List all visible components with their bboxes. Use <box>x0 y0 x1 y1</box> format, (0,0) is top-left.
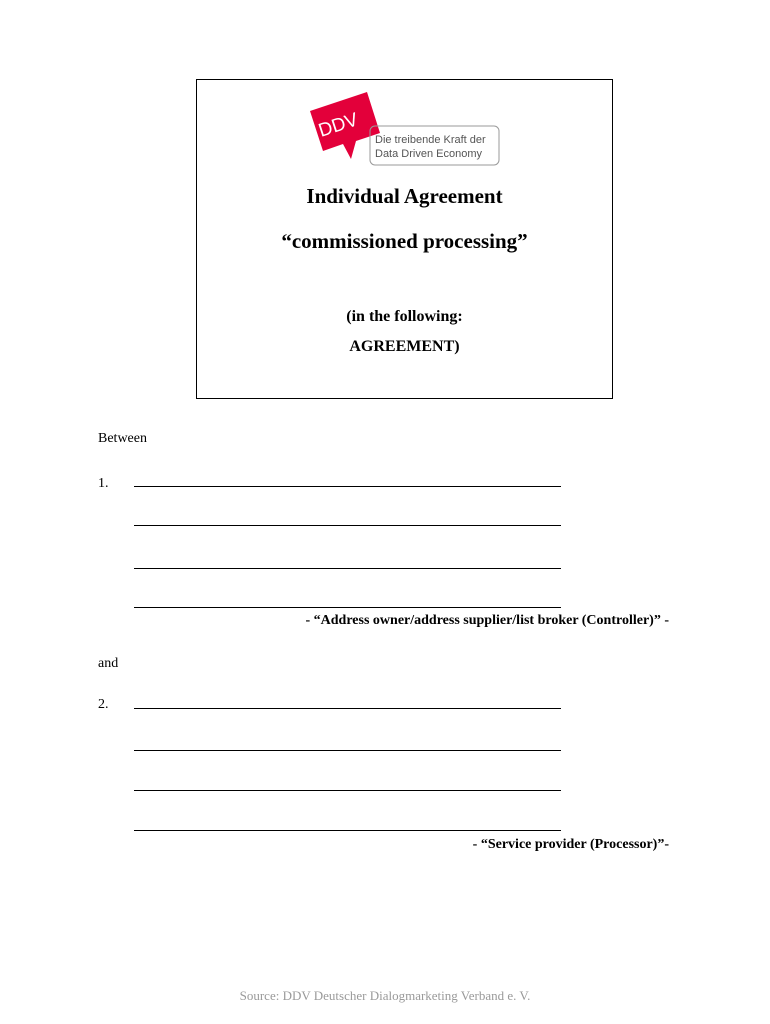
footer-source: Source: DDV Deutscher Dialogmarketing Verband e. V. <box>239 988 531 1003</box>
party2-fill-line-3[interactable] <box>134 790 561 791</box>
party1-role: - “Address owner/address supplier/list broker (Controller)” - <box>305 613 669 628</box>
party2-fill-line-4[interactable] <box>134 830 561 831</box>
title-box <box>196 79 613 399</box>
ddv-logo-icon <box>310 92 505 167</box>
document-subtitle: “commissioned processing” <box>281 229 528 253</box>
party2-role: - “Service provider (Processor)”- <box>472 837 669 852</box>
party1-fill-line-2[interactable] <box>134 525 561 526</box>
logo-tagline-line2: Data Driven Economy <box>375 148 482 160</box>
and-label: and <box>98 656 119 671</box>
between-label: Between <box>98 431 147 446</box>
logo-tagline-line1: Die treibende Kraft der <box>375 134 486 146</box>
party1-fill-line-4[interactable] <box>134 607 561 608</box>
party2-number: 2. <box>98 697 109 712</box>
ddv-logo <box>310 92 505 167</box>
document-title: Individual Agreement <box>306 184 503 208</box>
party1-number: 1. <box>98 476 109 491</box>
party1-fill-line-3[interactable] <box>134 568 561 569</box>
party2-fill-line-1[interactable] <box>134 708 561 709</box>
document-note-line1: (in the following: <box>346 308 463 325</box>
party1-fill-line-1[interactable] <box>134 486 561 487</box>
logo-mark-text: DDV <box>316 109 361 142</box>
party2-fill-line-2[interactable] <box>134 750 561 751</box>
document-note-line2: AGREEMENT) <box>349 338 460 355</box>
